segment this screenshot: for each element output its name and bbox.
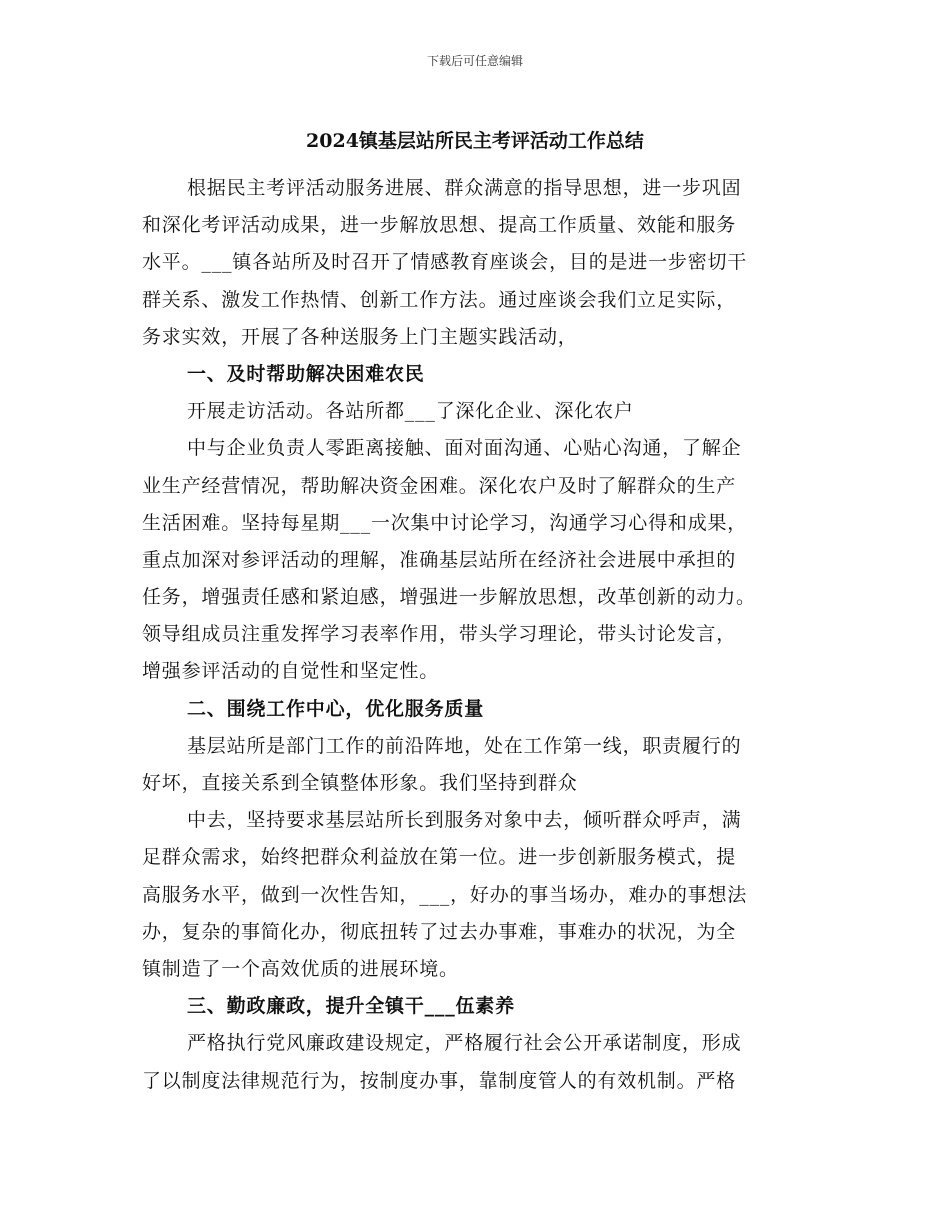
paragraph-line: 群关系、激发工作热情、创新工作方法。通过座谈会我们立足实际，	[142, 288, 737, 311]
document-body	[142, 170, 814, 1100]
paragraph-line: 生活困难。坚持每星期___一次集中讨论学习，沟通学习心得和成果，	[142, 511, 748, 534]
paragraph-line: 镇制造了一个高效优质的进展环境。	[142, 957, 459, 980]
section-heading: 一、及时帮助解决困难农民	[187, 362, 425, 385]
paragraph-line: 严格执行党风廉政建设规定，严格履行社会公开承诺制度，形成	[187, 1032, 742, 1055]
paragraph-line: 重点加深对参评活动的理解，准确基层站所在经济社会进展中承担的	[142, 548, 737, 571]
paragraph-line: 足群众需求，始终把群众利益放在第一位。进一步创新服务模式，提	[142, 846, 737, 869]
section-heading: 三、勤政廉政，提升全镇干___伍素养	[187, 995, 515, 1018]
paragraph-line: 任务，增强责任感和紧迫感，增强进一步解放思想，改革创新的动力。	[142, 586, 756, 609]
paragraph-line: 和深化考评活动成果，进一步解放思想、提高工作质量、效能和服务	[142, 214, 737, 237]
paragraph-line: 业生产经营情况，帮助解决资金困难。深化农户及时了解群众的生产	[142, 474, 737, 497]
paragraph-line: 了以制度法律规范行为，按制度办事，靠制度管人的有效机制。严格	[142, 1069, 737, 1092]
paragraph-line: 领导组成员注重发挥学习表率作用，带头学习理论，带头讨论发言，	[142, 623, 737, 646]
paragraph-line: 增强参评活动的自觉性和坚定性。	[142, 660, 440, 683]
paragraph-line: 基层站所是部门工作的前沿阵地，处在工作第一线，职责履行的	[187, 734, 742, 757]
paragraph-line: 务求实效，开展了各种送服务上门主题实践活动，	[142, 325, 578, 348]
paragraph-line: 高服务水平，做到一次性告知，___，好办的事当场办，难办的事想法	[142, 883, 748, 906]
document-title: 2024镇基层站所民主考评活动工作总结	[306, 130, 644, 152]
header-note: 下载后可任意编辑	[426, 54, 523, 68]
paragraph-line: 水平。___镇各站所及时召开了情感教育座谈会，目的是进一步密切干	[142, 251, 748, 274]
section-heading: 二、围绕工作中心，优化服务质量	[187, 697, 485, 720]
paragraph-line: 好坏，直接关系到全镇整体形象。我们坚持到群众	[142, 772, 578, 794]
paragraph-line: 办，复杂的事简化办，彻底扭转了过去办事难，事难办的状况，为全	[142, 920, 737, 943]
paragraph-line: 根据民主考评活动服务进展、群众满意的指导思想，进一步巩固	[187, 177, 742, 199]
paragraph-line: 开展走访活动。各站所都___了深化企业、深化农户	[187, 400, 634, 423]
paragraph-line: 中去，坚持要求基层站所长到服务对象中去，倾听群众呼声，满	[187, 809, 742, 832]
paragraph-line: 中与企业负责人零距离接触、面对面沟通、心贴心沟通，了解企	[187, 437, 742, 460]
